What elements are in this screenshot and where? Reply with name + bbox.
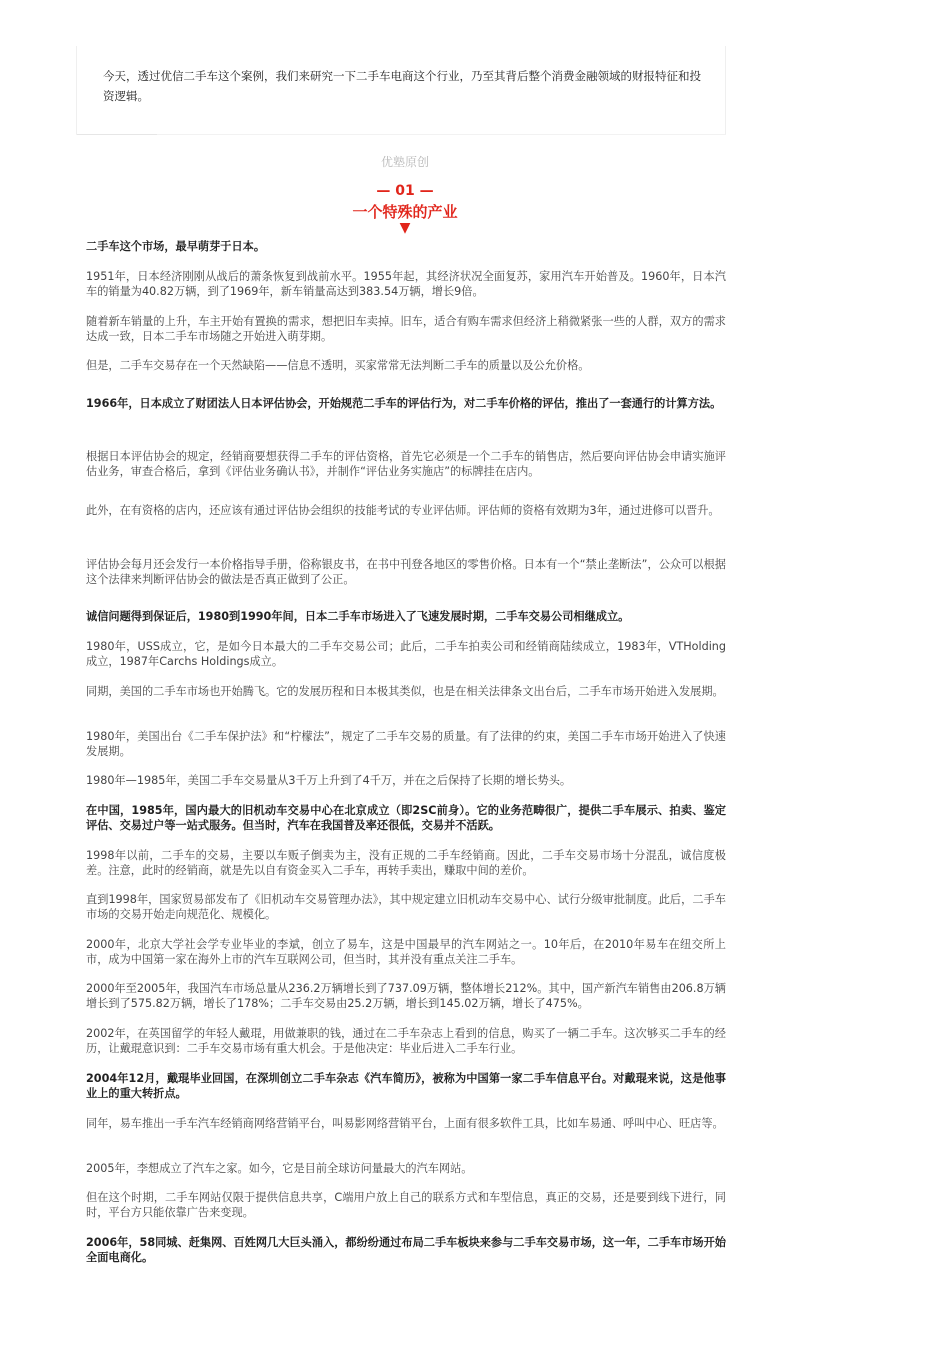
paragraph: 1951年，日本经济刚刚从战后的萧条恢复到战前水平。1955年起，其经济状况全面复苏，家用汽车开始普及。1960年，日本汽车的销量为40.82万辆，到了1969年，新车销量高达到383.54万辆，增长9倍。 [86,270,726,298]
paragraph: 在中国，1985年，国内最大的旧机动车交易中心在北京成立（即2SC前身）。它的业务范畴很广，提供二手车展示、拍卖、鉴定评估、交易过户等一站式服务。但当时，汽车在我国普及率还很低，交易并不活跃。 [86,804,726,832]
paragraph: 随着新车销量的上升，车主开始有置换的需求，想把旧车卖掉。旧车，适合有购车需求但经济上稍微紧张一些的人群，双方的需求达成一致，日本二手车市场随之开始进入萌芽期。 [86,315,726,343]
paragraph: 2004年12月，戴琨毕业回国，在深圳创立二手车杂志《汽车简历》，被称为中国第一家二手车信息平台。对戴琨来说，这是他事业上的重大转折点。 [86,1072,726,1100]
paragraph: 直到1998年，国家贸易部发布了《旧机动车交易管理办法》，其中规定建立旧机动车交易中心、试行分级审批制度。此后，二手车市场的交易开始走向规范化、规模化。 [86,893,726,921]
paragraph: 二手车这个市场，最早萌芽于日本。 [86,240,266,253]
paragraph: 2005年，李想成立了汽车之家。如今，它是目前全球访问量最大的汽车网站。 [86,1162,473,1175]
source-label: 优塾原创 [380,155,429,169]
paragraph: 2006年，58同城、赶集网、百姓网几大巨头涌入，都纷纷通过布局二手车板块来参与二手车交易市场，这一年，二手车市场开始全面电商化。 [86,1236,726,1264]
paragraph: 2000年至2005年，我国汽车市场总量从236.2万辆增长到了737.09万辆，整体增长212%。其中，国产新汽车销售由206.8万辆增长到了575.82万辆，增长了178%；二手车交易由25.2万辆，增长到145.02万辆，增长了475%。 [86,982,726,1010]
down-arrow-icon: ▼ [399,220,411,236]
paragraph: 诚信问题得到保证后，1980到1990年间，日本二手车市场进入了飞速发展时期，二手车交易公司相继成立。 [86,610,630,623]
section-number: — 01 — [376,183,434,199]
intro-divider [77,134,157,135]
paragraph: 评估协会每月还会发行一本价格指导手册，俗称银皮书，在书中刊登各地区的零售价格。日本有一个“禁止垄断法”，公众可以根据这个法律来判断评估协会的做法是否真正做到了公正。 [86,558,726,586]
paragraph: 此外，在有资格的店内，还应该有通过评估协会组织的技能考试的专业评估师。评估师的资格有效期为3年，通过进修可以晋升。 [86,504,720,517]
paragraph: 1966年，日本成立了财团法人日本评估协会，开始规范二手车的评估行为，对二手车价格的评估，推出了一套通行的计算方法。 [86,397,722,410]
paragraph: 根据日本评估协会的规定，经销商要想获得二手车的评估资格，首先它必须是一个二手车的销售店，然后要向评估协会申请实施评估业务，审查合格后，拿到《评估业务确认书》，并制作“评估业务实施店”的标牌挂在店内。 [86,450,726,478]
paragraph: 但在这个时期，二手车网站仅限于提供信息共享，C端用户放上自己的联系方式和车型信息，真正的交易，还是要到线下进行，同时，平台方只能依靠广告来变现。 [86,1191,726,1219]
paragraph: 同期，美国的二手车市场也开始腾飞。它的发展历程和日本极其类似，也是在相关法律条文出台后，二手车市场开始进入发展期。 [86,685,724,698]
intro-box [76,46,726,135]
paragraph: 1980年—1985年，美国二手车交易量从3千万上升到了4千万，并在之后保持了长期的增长势头。 [86,774,572,787]
paragraph: 2000年，北京大学社会学专业毕业的李斌，创立了易车，这是中国最早的汽车网站之一。10年后，在2010年易车在纽交所上市，成为中国第一家在海外上市的汽车互联网公司，但当时，其并没有重点关注二手车。 [86,938,726,966]
paragraph: 1980年，USS成立，它，是如今日本最大的二手车交易公司；此后，二手车拍卖公司和经销商陆续成立，1983年，VTHolding成立，1987年Carchs Holdings成立。 [86,640,726,668]
paragraph: 2002年，在英国留学的年轻人戴琨，用做兼职的钱，通过在二手车杂志上看到的信息，购买了一辆二手车。这次够买二手车的经历，让戴琨意识到：二手车交易市场有重大机会。于是他决定：毕业后进入二手车行业。 [86,1027,726,1055]
paragraph: 1998年以前，二手车的交易，主要以车贩子倒卖为主，没有正规的二手车经销商。因此，二手车交易市场十分混乱，诚信度极差。注意，此时的经销商，就是先以自有资金买入二手车，再转手卖出，赚取中间的差价。 [86,849,726,877]
paragraph: 同年，易车推出一手车汽车经销商网络营销平台，叫易影网络营销平台，上面有很多软件工具，比如车易通、呼叫中心、旺店等。 [86,1117,724,1130]
paragraph: 1980年，美国出台《二手车保护法》和“柠檬法”，规定了二手车交易的质量。有了法律的约束，美国二手车市场开始进入了快速发展期。 [86,730,726,758]
intro-text: 今天，透过优信二手车这个案例，我们来研究一下二手车电商这个行业，乃至其背后整个消费金融领域的财报特征和投资逻辑。 [103,69,701,103]
paragraph: 但是，二手车交易存在一个天然缺陷——信息不透明，买家常常无法判断二手车的质量以及公允价格。 [86,359,590,372]
section-title: 一个特殊的产业 [352,203,458,221]
